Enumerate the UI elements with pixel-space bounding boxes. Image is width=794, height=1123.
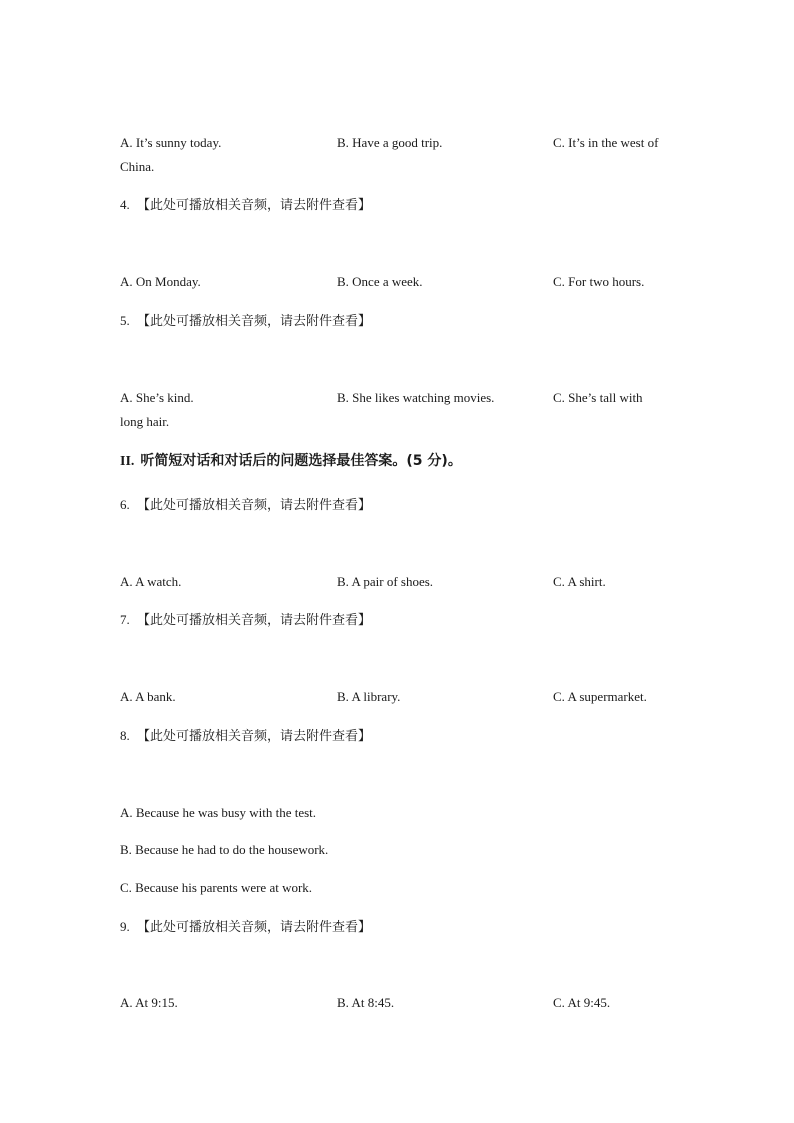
section-2-heading — [120, 452, 462, 471]
q7-number: 7. — [120, 612, 130, 627]
q5-option-c: C. She’s tall with — [553, 390, 643, 405]
q7-option-a: A. A bank. — [120, 689, 176, 704]
q4-option-a: A. On Monday. — [120, 274, 201, 289]
q8-option-b: B. Because he had to do the housework. — [120, 842, 329, 857]
q4-audio-note: 【此处可播放相关音频，请去附件查看】 — [137, 198, 372, 213]
q9-option-a: A. At 9:15. — [120, 995, 178, 1010]
q5-header — [120, 313, 371, 330]
q6-option-c: C. A shirt. — [553, 574, 606, 589]
q4-option-c: C. For two hours. — [553, 274, 645, 289]
q4-header — [120, 197, 371, 214]
q6-header — [120, 497, 371, 514]
q8-number: 8. — [120, 728, 130, 743]
q3-option-a: A. It’s sunny today. — [120, 135, 222, 150]
q8-option-c: C. Because his parents were at work. — [120, 880, 313, 895]
q7-option-b: B. A library. — [337, 689, 401, 704]
q8-option-a: A. Because he was busy with the test. — [120, 805, 317, 820]
q9-option-c: C. At 9:45. — [553, 995, 611, 1010]
q9-number: 9. — [120, 919, 130, 934]
q6-audio-note: 【此处可播放相关音频，请去附件查看】 — [137, 498, 372, 513]
q9-option-b: B. At 8:45. — [337, 995, 395, 1010]
q5-option-c-continued: long hair. — [120, 414, 170, 429]
q8-header — [120, 728, 371, 745]
q6-number: 6. — [120, 497, 130, 512]
q6-option-a: A. A watch. — [120, 574, 182, 589]
q3-option-c: C. It’s in the west of — [553, 135, 659, 150]
q9-header — [120, 919, 371, 936]
q5-audio-note: 【此处可播放相关音频，请去附件查看】 — [137, 314, 372, 329]
q9-audio-note: 【此处可播放相关音频，请去附件查看】 — [137, 920, 372, 935]
section-2-roman: II. — [120, 454, 135, 469]
q5-option-a: A. She’s kind. — [120, 390, 194, 405]
q8-audio-note: 【此处可播放相关音频，请去附件查看】 — [137, 729, 372, 744]
q7-option-c: C. A supermarket. — [553, 689, 647, 704]
q4-option-b: B. Once a week. — [337, 274, 423, 289]
q3-option-c-continued: China. — [120, 159, 155, 174]
q4-number: 4. — [120, 197, 130, 212]
q7-header — [120, 612, 371, 629]
q5-option-b: B. She likes watching movies. — [337, 390, 495, 405]
q3-option-b: B. Have a good trip. — [337, 135, 443, 150]
q5-number: 5. — [120, 313, 130, 328]
q6-option-b: B. A pair of shoes. — [337, 574, 434, 589]
q7-audio-note: 【此处可播放相关音频，请去附件查看】 — [137, 613, 372, 628]
section-2-title: 听简短对话和对话后的问题选择最佳答案。(5 分)。 — [140, 453, 462, 469]
